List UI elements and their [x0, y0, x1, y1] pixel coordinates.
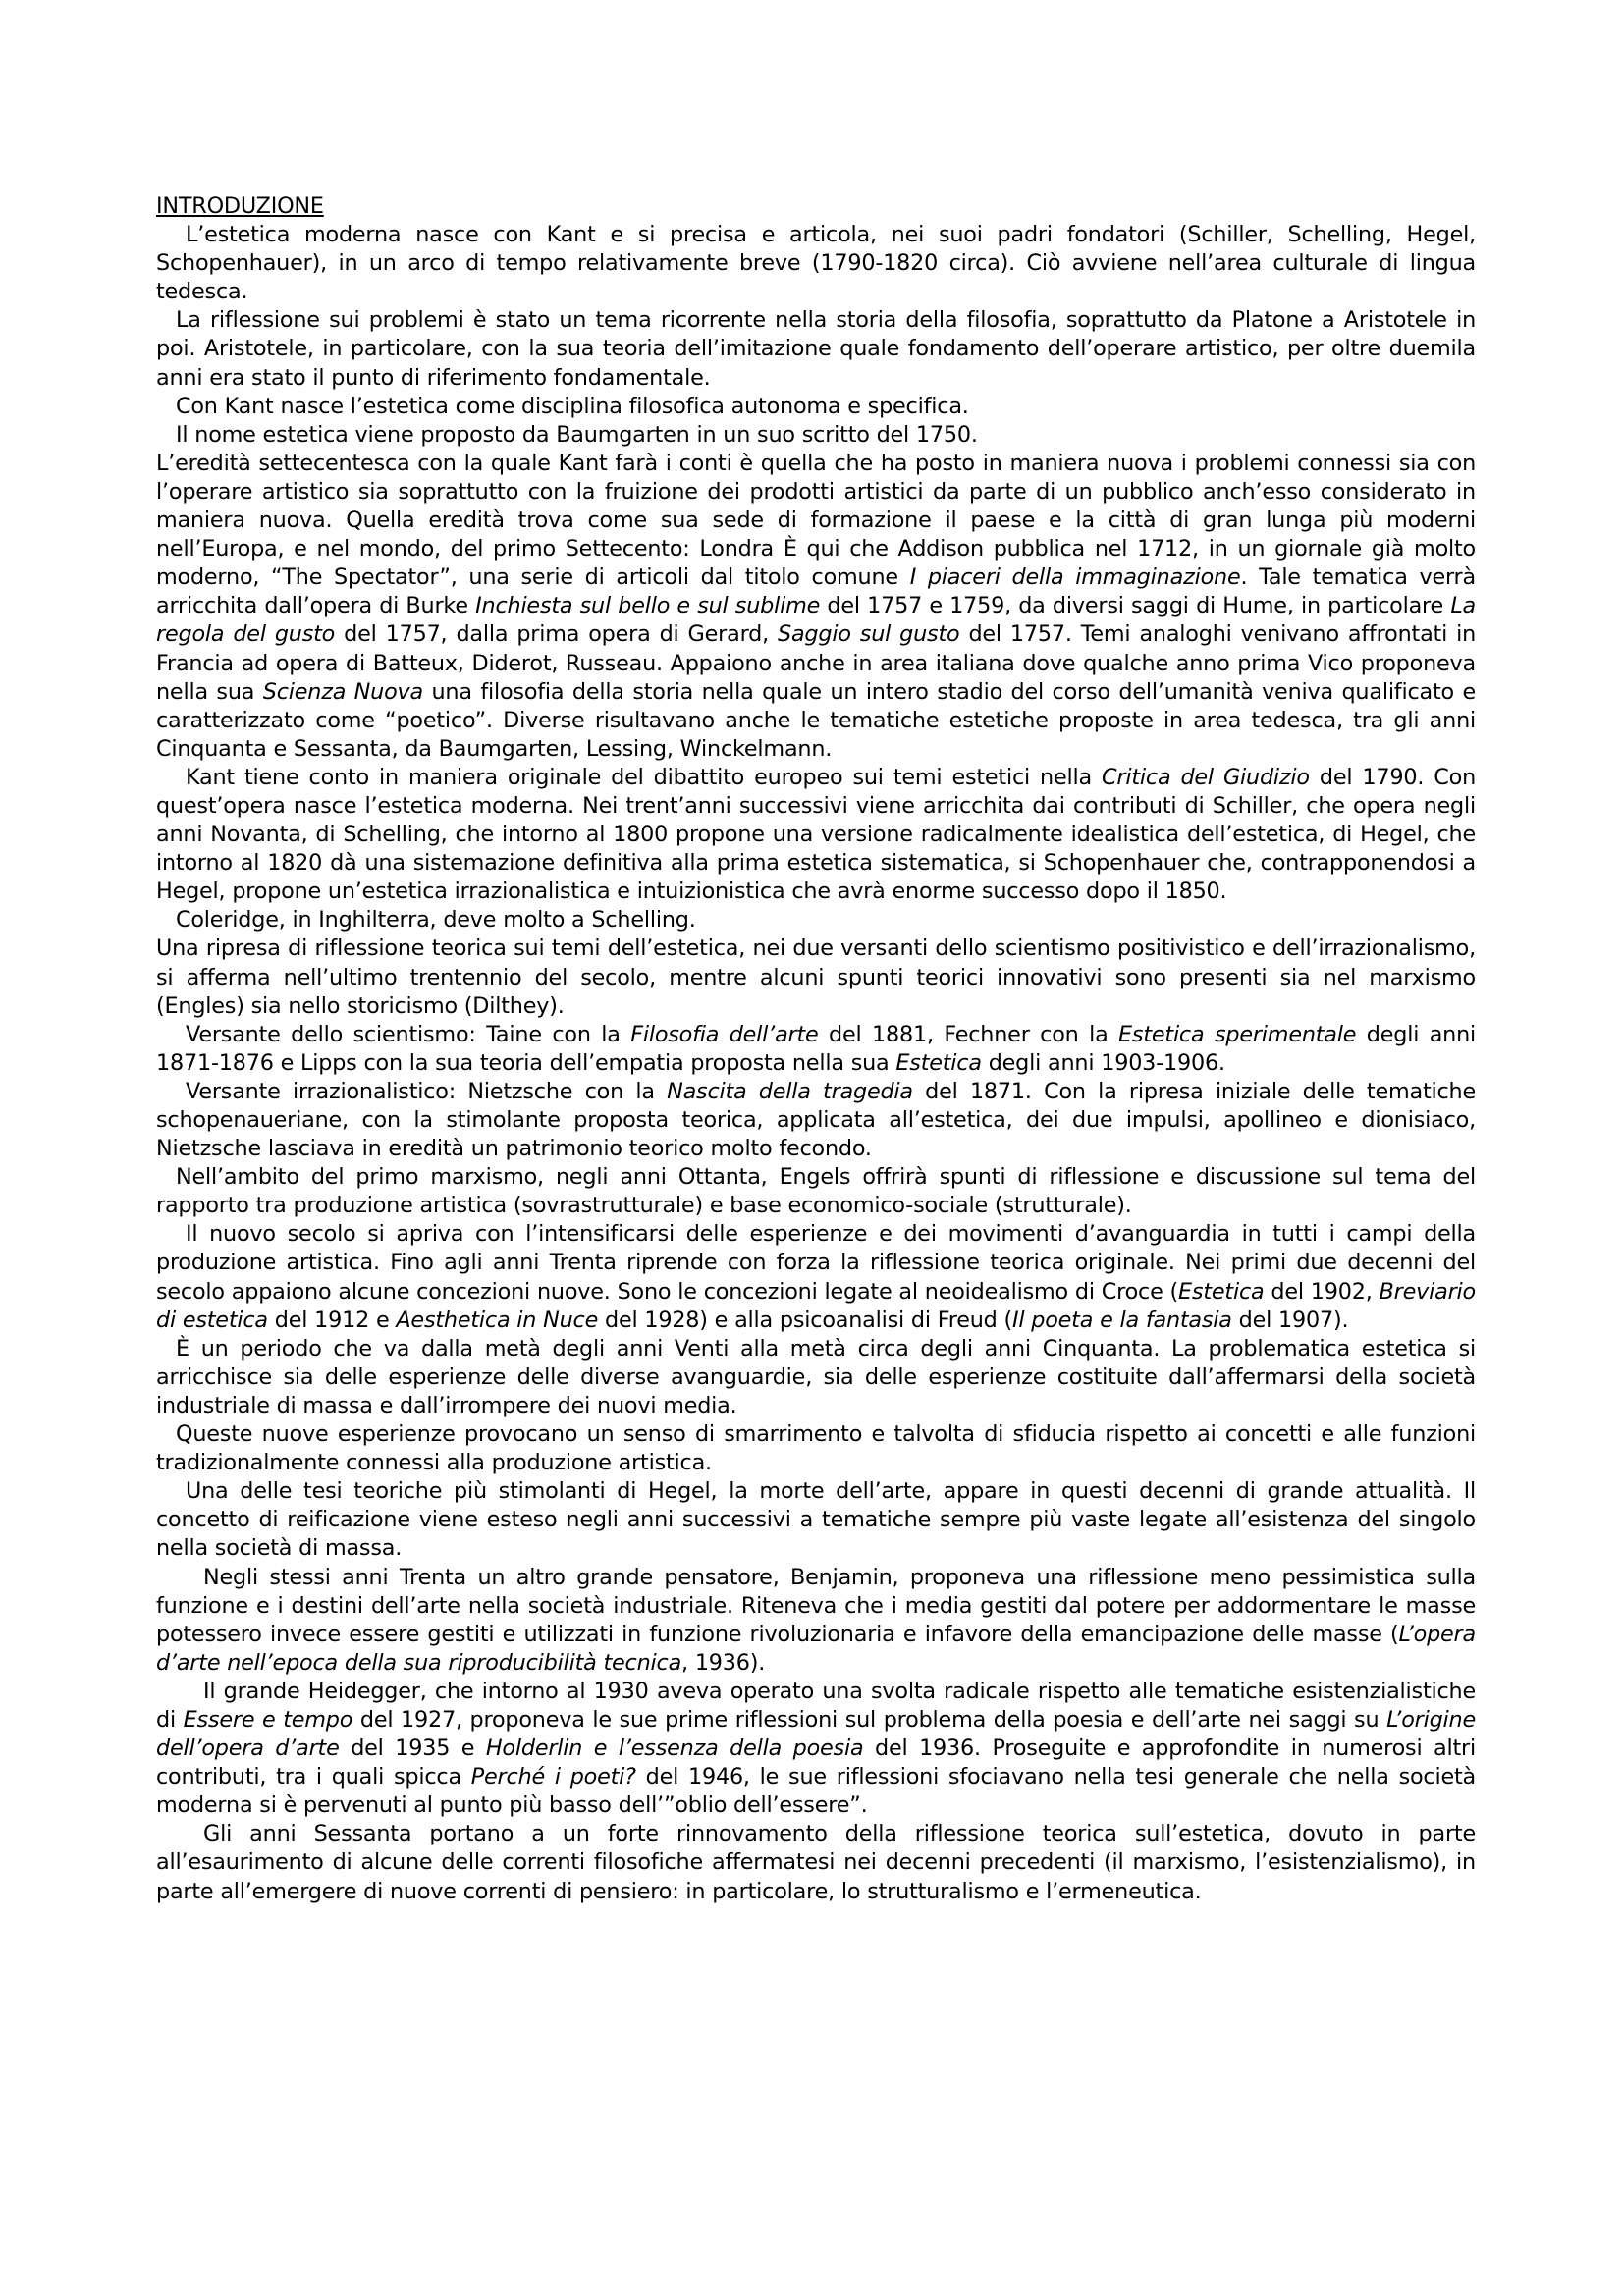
paragraph-text: Queste nuove esperienze provocano un senso di smarrimento e talvolta di sfiducia rispetto ai concetti e alle funzioni tradizionalmente connessi alla produzione artistica.: [156, 1421, 1476, 1476]
paragraph-text: del 1927, proponeva le sue prime riflessioni sul problema della poesia e dell’arte nei saggi su: [352, 1706, 1387, 1733]
paragraph: [156, 1163, 1476, 1220]
italic-title-text: Essere e tempo: [183, 1706, 353, 1733]
paragraph: [156, 306, 1476, 392]
paragraph-text: Versante dello scientismo: Taine con la: [186, 1021, 631, 1047]
italic-title-text: Nascita della tragedia: [667, 1078, 913, 1104]
italic-title-text: I piaceri della immaginazione: [909, 564, 1241, 591]
italic-title-text: Scienza Nuova: [262, 678, 423, 705]
paragraph-text: del 1871. Con la ripresa iniziale delle tematiche schopenaueriane, con la stimolante proposta teorica, applicata all’estetica, dei due impulsi, apollineo e dionisiaco, Nietzsche lasciava in eredità un patrimonio teorico molto fecondo.: [156, 1078, 1476, 1162]
paragraph-text: Il nome estetica viene proposto da Baumgarten in un suo scritto del 1750.: [176, 421, 978, 448]
paragraph-text: del 1912 e: [267, 1307, 397, 1333]
paragraph-text: degli anni 1871-1876 e Lipps con la sua teoria dell’empatia proposta nella sua: [156, 1021, 1477, 1076]
italic-title-text: Filosofia dell’arte: [630, 1021, 819, 1047]
paragraph-text: Il grande Heidegger, che intorno al 1930 aveva operato una svolta radicale rispetto alle tematiche esistenzialistiche di: [156, 1678, 1476, 1733]
paragraph-text: Negli stessi anni Trenta un altro grande pensatore, Benjamin, proponeva una riflessione meno pessimistica sulla funzione e i destini dell’arte nella società industriale. Riteneva che i media gestiti dal potere per addormentare le masse potessero invece essere gestiti e utilizzati in funzione rivoluzionaria e infavore della emancipazione delle masse (: [156, 1564, 1476, 1647]
italic-title-text: Aesthetica in Nuce: [396, 1307, 599, 1333]
paragraph-text: La riflessione sui problemi è stato un tema ricorrente nella storia della filosofia, soprattutto da Platone a Aristotele in poi. Aristotele, in particolare, con la sua teoria dell’imitazione quale fondamento dell’operare artistico, per oltre duemila anni era stato il punto di riferimento fondamentale.: [156, 307, 1476, 391]
paragraph: [156, 421, 1476, 450]
paragraph-text: Gli anni Sessanta portano a un forte rinnovamento della riflessione teorica sull’estetica, dovuto in parte all’esaurimento di alcune delle correnti filosofiche affermatesi nei decenni precedenti (il marxismo, l’esistenzialismo), in parte all’emergere di nuove correnti di pensiero: in particolare, lo strutturalismo e l’ermeneutica.: [156, 1821, 1476, 1904]
paragraph: [156, 1564, 1476, 1678]
paragraph-text: del 1881, Fechner con la: [818, 1021, 1119, 1047]
italic-title-text: L’origine dell’opera d’arte: [156, 1706, 1476, 1762]
paragraph: [156, 1477, 1476, 1563]
paragraph-text: Una ripresa di riflessione teorica sui temi dell’estetica, nei due versanti dello scientismo positivistico e dell’irrazionalismo, si afferma nell’ultimo trentennio del secolo, mentre alcuni spunti teorici innovativi sono presenti sia nel marxismo (Engles) sia nello storicismo (Dilthey).: [156, 935, 1476, 1019]
paragraph-text: del 1790. Con quest’opera nasce l’estetica moderna. Nei trent’anni successivi viene arricchita dai contributi di Schiller, che opera negli anni Novanta, di Schelling, che intorno al 1800 propone una versione radicalmente idealistica dell’estetica, di Hegel, che intorno al 1820 dà una sistemazione definitiva alla prima estetica sistematica, si Schopenhauer che, contrapponendosi a Hegel, propone un’estetica irrazionalistica e intuizionistica che avrà enorme successo dopo il 1850.: [156, 764, 1476, 905]
paragraph-text: , 1936).: [681, 1649, 766, 1676]
document-page: [156, 192, 1476, 1906]
paragraph-text: del 1936. Proseguite e approfondite in numerosi altri contributi, tra i quali spicca: [156, 1735, 1476, 1790]
paragraph-text: del 1946, le sue riflessioni sfociavano nella tesi generale che nella società moderna si è pervenuti al punto più basso dell’”oblio dell’essere”.: [156, 1764, 1477, 1819]
paragraph: [156, 1335, 1476, 1420]
italic-title-text: Estetica: [1178, 1278, 1265, 1305]
paragraph-text: del 1902,: [1264, 1278, 1380, 1305]
paragraph-text: Con Kant nasce l’estetica come disciplina filosofica autonoma e specifica.: [176, 393, 969, 419]
paragraph: [156, 934, 1476, 1020]
italic-title-text: Estetica sperimentale: [1118, 1021, 1357, 1047]
paragraph: [156, 764, 1476, 906]
paragraph-text: L’eredità settecentesca con la quale Kant farà i conti è quella che ha posto in maniera nuova i problemi connessi sia con l’operare artistico sia soprattutto con la fruizione dei prodotti artistici da parte di un pubblico anch’esso considerato in maniera nuova. Quella eredità trova come sua sede di formazione il paese e la città di gran lunga più moderni nell’Europa, e nel mondo, del primo Settecento: Londra È qui che Addison pubblica nel 1712, in un giornale già molto moderno, “The Spectator”, una serie di articoli dal titolo comune: [156, 450, 1476, 591]
paragraph-text: del 1928) e alla psicoanalisi di Freud (: [598, 1307, 1013, 1333]
paragraph: [156, 906, 1476, 934]
paragraph-text: del 1907).: [1231, 1307, 1349, 1333]
paragraph: [156, 1021, 1476, 1078]
paragraph-text: Il nuovo secolo si apriva con l’intensificarsi delle esperienze e dei movimenti d’avanguardia in tutti i campi della produzione artistica. Fino agli anni Trenta riprende con forza la riflessione teorica originale. Nei primi due decenni del secolo appaiono alcune concezioni nuove. Sono le concezioni legate al neoidealismo di Croce (: [156, 1221, 1476, 1305]
italic-title-text: Estetica: [895, 1049, 982, 1076]
italic-title-text: L’opera d’arte nell’epoca della sua riproducibilità tecnica: [156, 1621, 1476, 1676]
paragraph-text: una filosofia della storia nella quale un intero stadio del corso dell’umanità veniva qualificato e caratterizzato come “poetico”. Diverse risultavano anche le tematiche estetiche proposte in area tedesca, tra gli anni Cinquanta e Sessanta, da Baumgarten, Lessing, Winckelmann.: [156, 678, 1476, 762]
document-body: [156, 221, 1476, 1906]
italic-title-text: Il poeta e la fantasia: [1012, 1307, 1232, 1333]
paragraph-text: L’estetica moderna nasce con Kant e si precisa e articola, nei suoi padri fondatori (Schiller, Schelling, Hegel, Schopenhauer), in un arco di tempo relativamente breve (1790-1820 circa). Ciò avviene nell’area culturale di lingua tedesca.: [156, 222, 1476, 305]
paragraph-text: del 1757. Temi analoghi venivano affrontati in Francia ad opera di Batteux, Diderot, Russeau. Appaiono anche in area italiana dove qualche anno prima Vico proponeva nella sua: [156, 621, 1477, 705]
italic-title-text: La regola del gusto: [156, 593, 1476, 648]
paragraph-text: degli anni 1903-1906.: [981, 1049, 1225, 1076]
paragraph: [156, 1078, 1476, 1163]
paragraph: [156, 1820, 1476, 1905]
italic-title-text: Inchiesta sul bello e sul sublime: [475, 593, 821, 619]
italic-title-text: Critica del Giudizio: [1102, 764, 1310, 790]
paragraph: [156, 1678, 1476, 1820]
paragraph-text: Kant tiene conto in maniera originale del dibattito europeo sui temi estetici nella: [186, 764, 1103, 790]
paragraph-text: . Tale tematica verrà arricchita dall’opera di Burke: [156, 564, 1476, 619]
paragraph-text: È un periodo che va dalla metà degli anni Venti alla metà circa degli anni Cinquanta. La problematica estetica si arricchisce sia delle esperienze delle diverse avanguardie, sia delle esperienze costituite dall’affermarsi della società industriale di massa e dall’irrompere dei nuovi media.: [156, 1335, 1476, 1418]
paragraph-text: Coleridge, in Inghilterra, deve molto a Schelling.: [176, 907, 696, 934]
italic-title-text: Saggio sul gusto: [778, 621, 960, 648]
paragraph-text: Una delle tesi teoriche più stimolanti di Hegel, la morte dell’arte, appare in questi decenni di grande attualità. Il concetto di reificazione viene esteso negli anni successivi a tematiche sempre più vaste legate all’esistenza del singolo nella società di massa.: [156, 1478, 1476, 1562]
paragraph-text: del 1757, dalla prima opera di Gerard,: [335, 621, 779, 648]
italic-title-text: Breviario di estetica: [156, 1278, 1476, 1333]
paragraph: [156, 450, 1476, 764]
document-title: INTRODUZIONE: [156, 193, 324, 219]
paragraph-text: del 1935 e: [339, 1735, 486, 1762]
italic-title-text: Holderlin e l’essenza della poesia: [485, 1735, 864, 1762]
italic-title-text: Perché i poeti?: [470, 1764, 636, 1790]
paragraph: [156, 1420, 1476, 1477]
paragraph-text: Versante irrazionalistico: Nietzsche con la: [186, 1078, 668, 1104]
paragraph: [156, 221, 1476, 306]
paragraph-text: del 1757 e 1759, da diversi saggi di Hume, in particolare: [820, 593, 1451, 619]
paragraph: [156, 393, 1476, 421]
paragraph: [156, 1220, 1476, 1334]
paragraph-text: Nell’ambito del primo marxismo, negli anni Ottanta, Engels offrirà spunti di riflessione e discussione sul tema del rapporto tra produzione artistica (sovrastrutturale) e base economico-sociale (strutturale).: [156, 1164, 1476, 1219]
